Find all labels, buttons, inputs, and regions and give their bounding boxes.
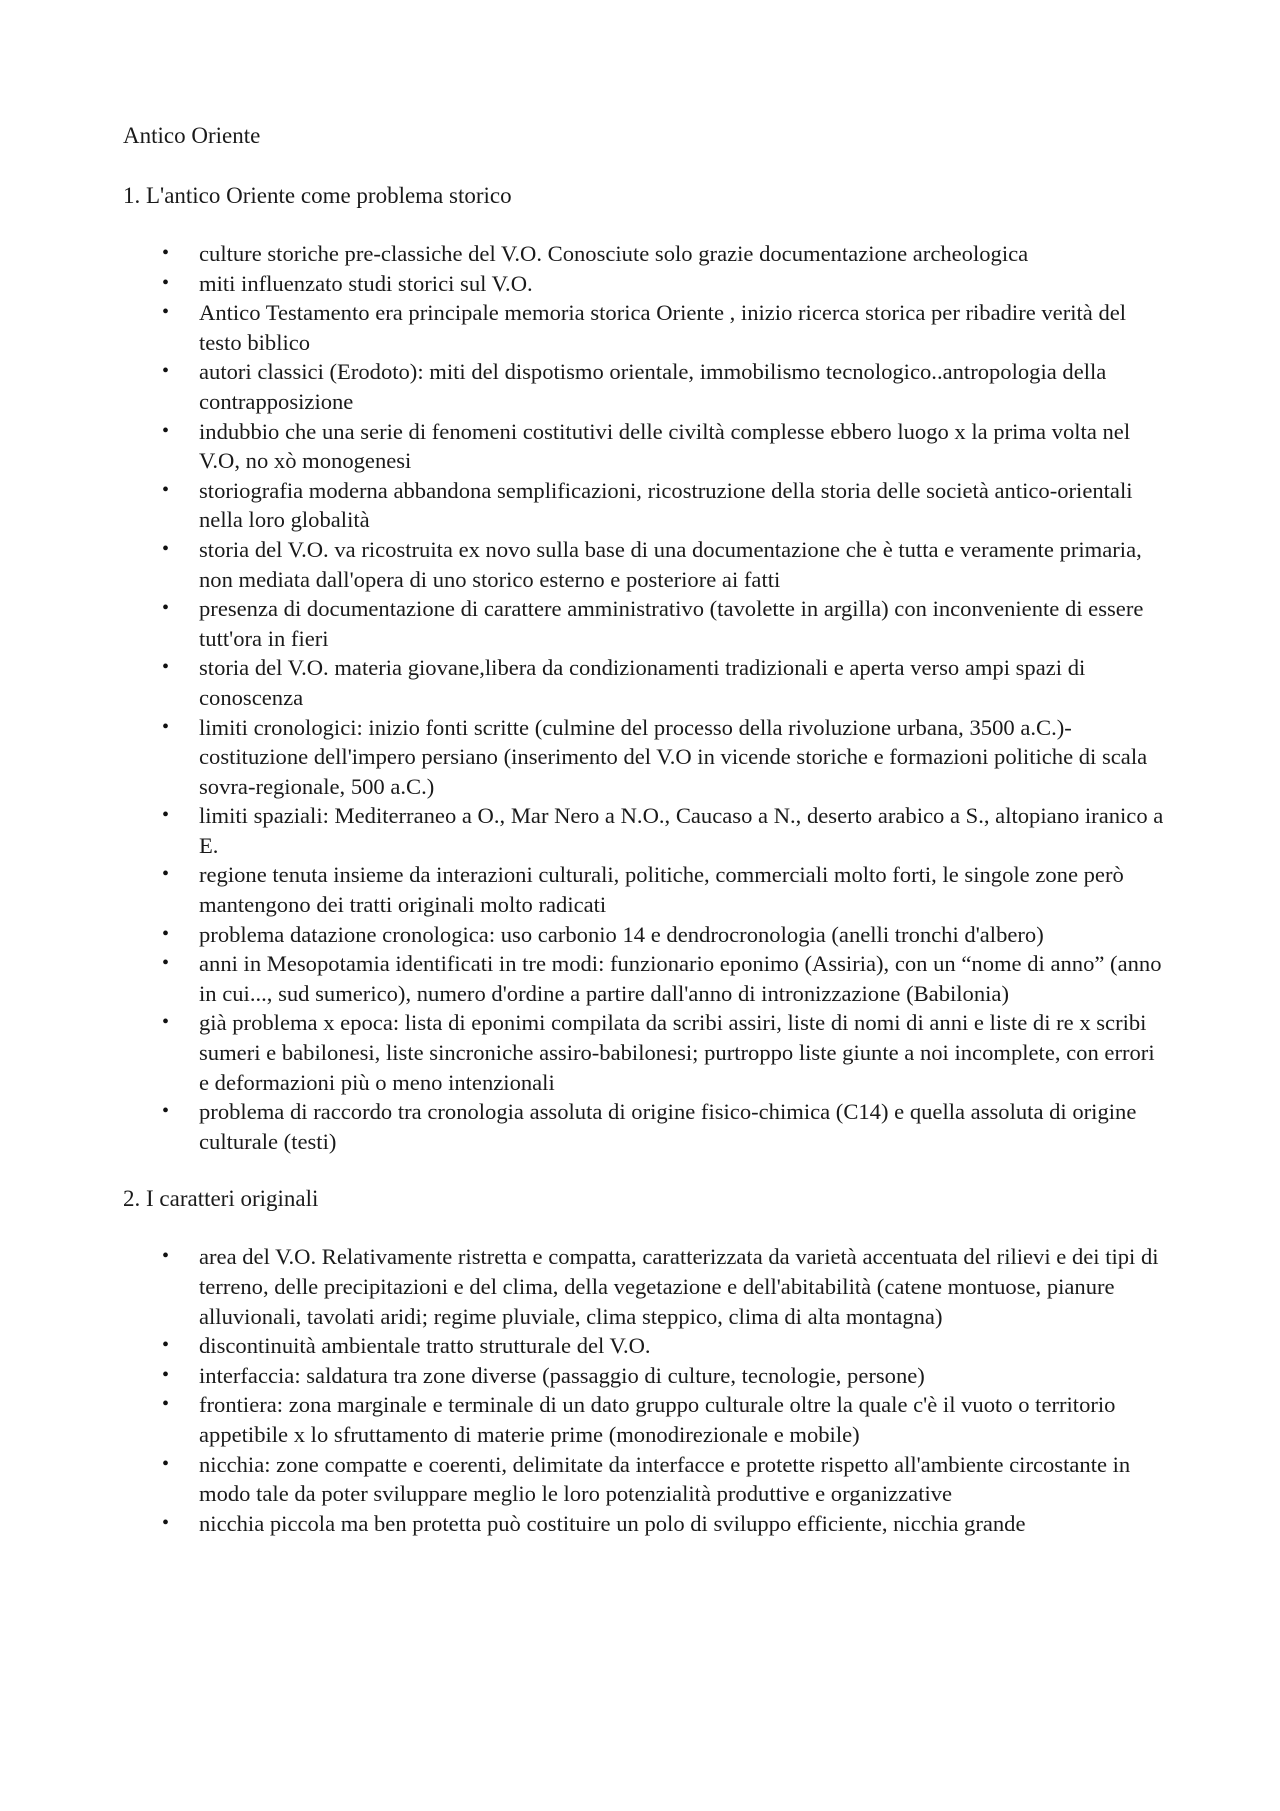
bullet-list — [123, 239, 1165, 1156]
list-item — [123, 298, 1165, 357]
list-item — [123, 653, 1165, 712]
list-item-text: storia del V.O. materia giovane,libera da condizionamenti tradizionali e aperta verso ampi spazi di conoscenza — [199, 655, 1086, 710]
list-item — [123, 1361, 1165, 1391]
list-item — [123, 1242, 1165, 1331]
document-title: Antico Oriente — [123, 123, 261, 148]
list-item — [123, 1390, 1165, 1449]
bullet-icon: • — [162, 419, 170, 442]
list-item-text: limiti spaziali: Mediterraneo a O., Mar Nero a N.O., Caucaso a N., deserto arabico a S., altopiano iranico a E. — [199, 803, 1164, 858]
bullet-icon: • — [162, 1245, 170, 1268]
list-item — [123, 920, 1165, 950]
list-item — [123, 1097, 1165, 1156]
list-item — [123, 1450, 1165, 1509]
list-item — [123, 860, 1165, 919]
list-item — [123, 269, 1165, 299]
list-item-text: anni in Mesopotamia identificati in tre modi: funzionario eponimo (Assiria), con un “nome di anno” (anno in cui..., sud sumerico), numero d'ordine a partire dall'anno di intronizzazione (Babilonia) — [199, 951, 1162, 1006]
bullet-icon: • — [162, 597, 170, 620]
list-item-text: nicchia: zone compatte e coerenti, delimitate da interfacce e protette rispetto all'ambiente circostante in modo tale da poter sviluppare meglio le loro potenzialità produttive e organizzative — [199, 1451, 1131, 1507]
bullet-icon: • — [162, 1011, 170, 1034]
list-item-text: storia del V.O. va ricostruita ex novo sulla base di una documentazione che è tutta e veramente primaria, non mediata dall'opera di uno storico esterno e posteriore ai fatti — [199, 536, 1142, 592]
list-item — [123, 1008, 1165, 1097]
list-item — [123, 417, 1165, 476]
bullet-icon: • — [162, 1100, 170, 1123]
list-item-text: Antico Testamento era principale memoria storica Oriente , inizio ricerca storica per ribadire verità del testo biblico — [199, 300, 1127, 355]
list-item-text: discontinuità ambientale tratto strutturale del V.O. — [199, 1333, 651, 1359]
bullet-icon: • — [162, 922, 170, 945]
bullet-icon: • — [162, 242, 170, 264]
bullet-icon: • — [162, 863, 170, 886]
list-item — [123, 949, 1165, 1008]
list-item-text: storiografia moderna abbandona semplificazioni, ricostruzione della storia delle società antico-orientali nella loro globalità — [199, 477, 1133, 533]
bullet-icon: • — [162, 656, 170, 679]
section-heading: 1. L'antico Oriente come problema storico — [123, 183, 512, 208]
bullet-icon: • — [162, 1363, 170, 1386]
bullet-icon: • — [162, 537, 170, 560]
list-item-text: problema di raccordo tra cronologia assoluta di origine fisico-chimica (C14) e quella assoluta di origine culturale (testi) — [199, 1099, 1137, 1154]
list-item-text: nicchia piccola ma ben protetta può costituire un polo di sviluppo efficiente, nicchia grande — [199, 1510, 1026, 1536]
list-item-text: autori classici (Erodoto): miti del dispotismo orientale, immobilismo tecnologico..antropologia della contrapposizione — [199, 359, 1107, 414]
list-item — [123, 1331, 1165, 1361]
list-item-text: miti influenzato studi storici sul V.O. — [199, 270, 533, 296]
list-item-text: culture storiche pre-classiche del V.O. Conosciute solo grazie documentazione archeologica — [199, 241, 1029, 266]
bullet-icon: • — [162, 360, 170, 383]
list-item — [123, 239, 1165, 269]
bullet-icon: • — [162, 271, 170, 294]
list-item-text: regione tenuta insieme da interazioni culturali, politiche, commerciali molto forti, le singole zone però mantengono dei tratti originali molto radicati — [199, 862, 1124, 918]
bullet-icon: • — [162, 301, 170, 324]
list-item — [123, 801, 1165, 860]
list-item — [123, 476, 1165, 535]
list-item — [123, 357, 1165, 416]
section-heading: 2. I caratteri originali — [123, 1186, 319, 1212]
list-item-text: presenza di documentazione di carattere amministrativo (tavolette in argilla) con inconveniente di essere tutt'ora in fieri — [199, 596, 1144, 651]
bullet-icon: • — [162, 1334, 170, 1357]
list-item — [123, 1509, 1165, 1539]
list-item-text: indubbio che una serie di fenomeni costitutivi delle civiltà complesse ebbero luogo x la prima volta nel V.O, no xò monogenesi — [199, 418, 1131, 474]
bullet-icon: • — [162, 1511, 170, 1534]
list-item-text: già problema x epoca: lista di eponimi compilata da scribi assiri, liste di nomi di anni e liste di re x scribi sumeri e babilonesi, liste sincroniche assiro-babilonesi; purtroppo liste giunte a noi incomplete, con errori e deformazioni più o meno intenzionali — [199, 1010, 1155, 1095]
bullet-icon: • — [162, 804, 170, 827]
list-item-text: limiti cronologici: inizio fonti scritte (culmine del processo della rivoluzione urbana, 3500 a.C.)- costituzione dell'impero persiano (inserimento del V.O in vicende storiche e formazioni politiche di scala sovra-regionale, 500 a.C.) — [199, 714, 1148, 799]
bullet-list — [123, 1242, 1165, 1538]
list-item-text: area del V.O. Relativamente ristretta e compatta, caratterizzata da varietà accentuata del rilievi e dei tipi di terreno, delle precipitazioni e del clima, della vegetazione e dell'abitabilità (catene montuose, pianure alluvionali, tavolati aridi; regime pluviale, clima steppico, clima di alta montagna) — [199, 1244, 1159, 1329]
list-item-text: interfaccia: saldatura tra zone diverse (passaggio di culture, tecnologie, persone) — [199, 1362, 925, 1388]
bullet-icon: • — [162, 1393, 170, 1416]
list-item — [123, 535, 1165, 594]
list-item — [123, 713, 1165, 802]
bullet-icon: • — [162, 1452, 170, 1475]
bullet-icon: • — [162, 952, 170, 975]
bullet-icon: • — [162, 478, 170, 501]
bullet-icon: • — [162, 715, 170, 738]
list-item-text: frontiera: zona marginale e terminale di un dato gruppo culturale oltre la quale c'è il vuoto o territorio appetibile x lo sfruttamento di materie prime (monodirezionale e mobile) — [199, 1392, 1116, 1447]
list-item — [123, 594, 1165, 653]
list-item-text: problema datazione cronologica: uso carbonio 14 e dendrocronologia (anelli tronchi d'albero) — [199, 921, 1044, 947]
